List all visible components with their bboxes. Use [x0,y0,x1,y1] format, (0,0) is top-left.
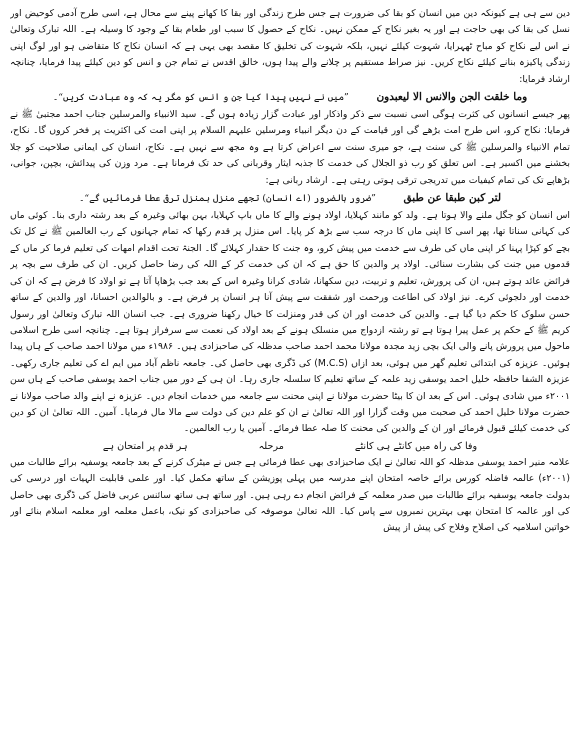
verse-1-translation: ”میں نے نہیں پیدا کیا جن و انس کو مگر یہ کہ وہ عبادت کریں“۔ [52,92,349,104]
quran-verse-2 [10,190,570,207]
quran-verse-1 [10,89,570,106]
couplet-line-2b: ہر قدم پر امتحان ہے [102,440,188,452]
paragraph-family: اس انسان کو جگل ملنے والا ہوتا ہے۔ ولد کو مانند کہلایا، اولاد ہونے والے کا ماں باپ کہلایا، بہن بھائی وغیرہ کے بعد رشتہ داری بنا۔ کوئی ماں کی کہانی سناتا تھا، پھر اسی کا اپنی ماں کا درجہ سب سے بڑھ کر پایا۔ اس منزل پر قدم رکھا کہ تمام جہانوں کے رب العالمین ﷺ نے کل تک بچے کو کپڑا پہنا کر اپنی ماں کی طرف سے خدمت میں پیش کرو، وہ جنت کا حقدار کہلائے گا۔ الجنۃ تحت اقدام امھات کی تعلیم فرما کر ماں کے قدموں میں جنت کی بشارت سنائی۔ اولاد پر والدین کا حق ہے کہ ان کی خدمت کر کے اللہ کی رضا حاصل کریں۔ ان کی طرف سے بچہ پر فرائض عائد ہوتے ہیں، ان کی پرورش، تعلیم و تربیت، دین سکھانا، شادی کرانا وغیرہ اس کے بعد جب بڑھاپا آتا ہے تو اولاد کا فرض ہے کہ ان کی خدمت اور دلجوئی کرے۔ نیز اولاد کی اطاعت ورحمت اور شفقت سے پیش آنا ہر انسان پر فرض ہے۔ و بالوالدین احسانا، اور والدین کے ساتھ حسن سلوک کا حکم دیا گیا ہے۔ والدین کی خدمت اور ان کی قدر ومنزلت کا خیال رکھنا ضروری ہے۔ جب انسان اللہ تبارک وتعالیٰ اور رسول کریم ﷺ کے حکم پر عمل پیرا ہوتا ہے تو رشتہ ازدواج میں منسلک ہونے کے بعد اولاد کی نعمت سے سرفراز ہوتا ہے۔ چنانچہ اسی طرح اسلامی ماحول میں پرورش پانے والی ایک بچی زید مجدہ مولانا محمد احمد صاحب مدظلہ کی صاحبزادی ہیں۔ ۱۹۸۶ء میں مولانا احمد صاحب کے ہاں پیدا ہوئیں۔ عزیزہ کی ابتدائی تعلیم گھر میں ہوئی، بعد ازاں (M.C.S) کی ڈگری بھی حاصل کی۔ جامعہ ناظم آباد میں ایم اے کی تعلیم جاری رکھی۔ عزیزہ الشفا حافظہ خلیل احمد یوسفی زید علمہ کے ساتھ تعلیم کا سلسلہ جاری رہا۔ ان ہی کے دور میں جناب احمد یوسفی صاحب کے ہاں سن ۲۰۰۱ء میں شادی ہوئی۔ اس کے بعد ان کا بیٹا حضرت مولانا نے اپنی محنت سے جامعہ میں خدمات انجام دیں۔ عزیزہ نے اپنے والد صاحب مولانا نے حضرت مولانا خلیل احمد کی صحبت میں وقت گزارا اور اللہ تعالیٰ نے ان کو علم دین کی دولت سے مالا مال فرمایا۔ آمین۔ اللہ تعالیٰ ان کو دین کی خدمت کیلئے قبول فرمائے اور ان کے والدین کی محنت کا صلہ عطا فرمائے۔ آمین یا رب العالمین۔ [10,210,570,435]
couplet-line-2a: مرحلہ [258,440,284,452]
document-page [10,6,570,734]
paragraph-daughter: علامہ منیر احمد یوسفی مدظلہ کو اللہ تعالیٰ نے ایک صاحبزادی بھی عطا فرمائی ہے جس نے میٹرک کرنے کے بعد جامعہ یوسفیہ برائے طالبات میں (۲۰۰۱ء) عالمہ فاضلہ کورس برائے خاصہ امتحان اپنے مدرسہ میں پہلی پوزیشن کے ساتھ مکمل کیا۔ اور علمی قابلیت الہیات اور درسی کی بدولت جامعہ یوسفیہ برائے طالبات میں صدر معلمہ کے فرائض انجام دے رہی ہیں۔ اور ساتھ ہی ساتھ سائنس عربی فاضل کی ڈگری بھی حاصل کی اور عالمہ کا امتحان بھی بہترین نمبروں سے پاس کیا۔ اللہ تعالیٰ موصوفہ کی صاحبزادی کو نیک، باعمل معلمہ اور معلمہ اسلام بنائے اور خواتین اسلامیہ کی اصلاح وفلاح کی پیش از پیش [10,456,570,534]
poetry-couplet [10,438,570,455]
couplet-line-1: وفا کی راہ میں کانٹے ہی کانٹے [354,440,478,452]
verse-2-arabic: لتر کبن طبقا عن طبق [403,192,502,205]
paragraph-nikah: پھر جیسے انسانوں کی کثرت ہوگی اسی نسبت سے ذکر واذکار اور عبادت گزار زیادہ ہوں گے۔ سید الانبیاء والمرسلین جناب احمد مجتبیٰ ﷺ نے فرمایا: نکاح کرو، اس طرح امت بڑھے گی اور قیامت کے دن دیگر انبیاء ومرسلین علیہم السلام پر اپنی امت کی اکثریت پر فخر کروں گا۔ نکاح، تمام الانبیاء والمرسلین ﷺ کی سنت ہے، جو میری سنت سے اعراض کرتا ہے وہ مجھ سے نہیں ہے۔ نکاح، انسان کی ایمانی صلاحیت کو جلا بخشنے میں اکسیر ہے۔ اس تعلق کو رب ذو الجلال کی خدمت کا جذبہ ایثار وقربانی کی حد تک فرمانا ہے۔ مرد وزن کی پیدائش، بچپن، جوانی، بڑھاپے تک کی تمام کیفیات میں تدریجی ترقی ہوتی رہتی ہے۔ ارشاد ربانی ہے: [10,109,570,186]
paragraph-intro: دین سے ہی ہے کیونکہ دین میں انسان کو بقا کی ضرورت ہے جس طرح زندگی اور بقا کا کھانے پینے سے محال ہے، اسی طرح آدمی کوحیض اور نسل کی بقا کی بھی حاجت ہے اور یہ بغیر نکاح کے ممکن نہیں۔ نکاح کے حصول کا سبب اور طعام بقا کے وجود کا وسیلہ ہے۔ اللہ تبارک وتعالیٰ نے اس لیے نکاح کو مباح ٹھہرایا، شہوت کیلئے نہیں، بلکہ شہوت کی تخلیق کا مقصد بھی یہی ہے کہ انسان نکاح کا متقاضی ہو اور لوگ اپنی زندگی پاکیزہ بنانے کیلئے نکاح کریں۔ نیز صراط مستقیم پر چلانے والے پیدا ہوں، خالق اقدس نے تمام جن و انس کو دین کیلئے پیدا فرمایا، چنانچہ ارشاد فرمایا: [10,8,570,85]
verse-2-translation: ”ضرور بالضرور (اے انسان) تجھے منزل بمنزل ترقی عطا فرمائیں گے“۔ [78,193,376,205]
verse-1-arabic: وما خلقت الجن والانس الا لیعبدون [376,91,528,104]
